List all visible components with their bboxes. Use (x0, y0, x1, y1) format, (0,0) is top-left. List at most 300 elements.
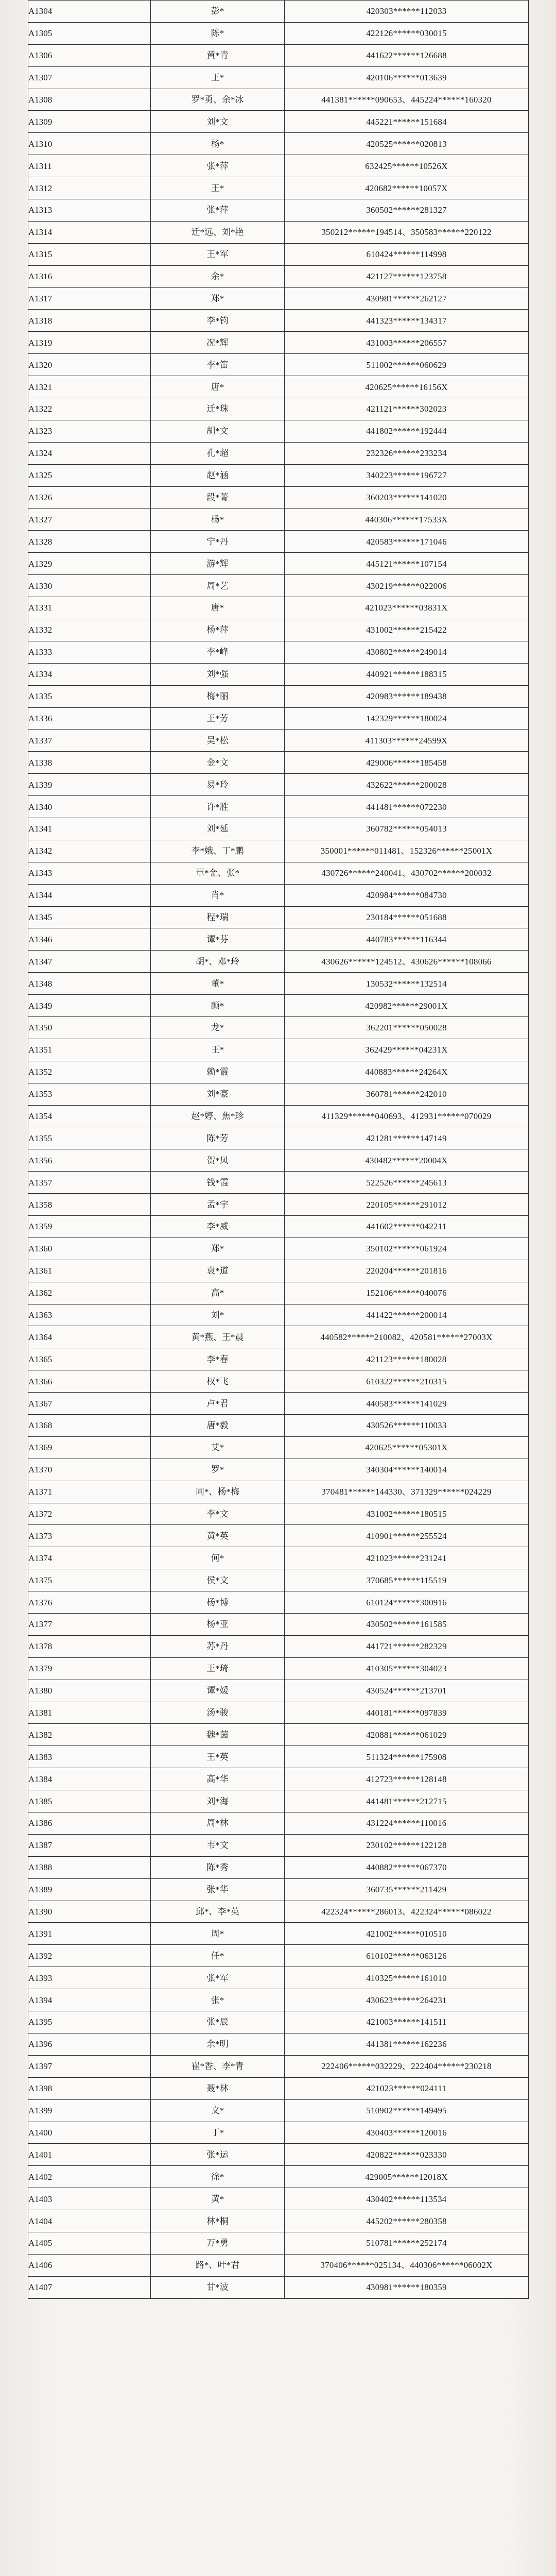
row-idno-cell: 420983******189438 (285, 685, 529, 707)
row-id-cell: A1337 (28, 730, 151, 752)
row-name-cell: 李*笛 (151, 354, 285, 376)
row-name-cell: 汤*骏 (151, 1702, 285, 1724)
row-name-cell: 艾* (151, 1436, 285, 1459)
row-id-cell: A1349 (28, 995, 151, 1017)
row-idno-cell: 360735******211429 (285, 1878, 529, 1901)
row-name-cell: 董* (151, 973, 285, 995)
row-name-cell: 宁*丹 (151, 531, 285, 553)
row-name-cell: 杨*博 (151, 1591, 285, 1614)
row-name-cell: 文* (151, 2099, 285, 2122)
row-idno-cell: 340304******140014 (285, 1459, 529, 1481)
row-id-cell: A1317 (28, 287, 151, 310)
row-id-cell: A1359 (28, 1215, 151, 1238)
row-name-cell: 王* (151, 1039, 285, 1061)
row-idno-cell: 445202******280358 (285, 2210, 529, 2232)
row-idno-cell: 421123******180028 (285, 1348, 529, 1370)
row-id-cell: A1376 (28, 1591, 151, 1614)
row-idno-cell: 420822******023330 (285, 2144, 529, 2166)
row-idno-cell: 430219******022006 (285, 575, 529, 597)
table-row (28, 1525, 529, 1547)
row-name-cell: 唐*毅 (151, 1415, 285, 1437)
row-name-cell: 罗* (151, 1459, 285, 1481)
row-id-cell: A1312 (28, 177, 151, 199)
row-name-cell: 王* (151, 177, 285, 199)
row-idno-cell: 420106******013639 (285, 66, 529, 89)
row-name-cell: 李*春 (151, 1348, 285, 1370)
table-row (28, 1215, 529, 1238)
row-id-cell: A1375 (28, 1569, 151, 1591)
row-idno-cell: 431002******215422 (285, 619, 529, 641)
row-id-cell: A1401 (28, 2144, 151, 2166)
table-row (28, 1967, 529, 1989)
row-idno-cell: 421121******302023 (285, 398, 529, 420)
table-row (28, 1856, 529, 1878)
table-row (28, 951, 529, 973)
row-name-cell: 金*文 (151, 752, 285, 774)
table-row (28, 597, 529, 619)
row-id-cell: A1404 (28, 2210, 151, 2232)
row-id-cell: A1327 (28, 509, 151, 531)
table-row (28, 1105, 529, 1127)
row-name-cell: 王*芳 (151, 707, 285, 730)
table-row (28, 2188, 529, 2210)
row-idno-cell: 441602******042211 (285, 1215, 529, 1238)
table-row (28, 1746, 529, 1768)
row-id-cell: A1350 (28, 1016, 151, 1039)
row-idno-cell: 510902******149495 (285, 2099, 529, 2122)
row-id-cell: A1320 (28, 354, 151, 376)
row-idno-cell: 421003******141511 (285, 2011, 529, 2033)
row-id-cell: A1377 (28, 1614, 151, 1636)
row-idno-cell: 230184******051688 (285, 906, 529, 928)
table-row (28, 730, 529, 752)
row-name-cell: 杨* (151, 133, 285, 155)
row-idno-cell: 441481******072230 (285, 796, 529, 818)
row-id-cell: A1360 (28, 1238, 151, 1260)
row-idno-cell: 130532******132514 (285, 973, 529, 995)
table-row (28, 376, 529, 398)
row-id-cell: A1338 (28, 752, 151, 774)
row-id-cell: A1391 (28, 1923, 151, 1945)
row-name-cell: 刘*海 (151, 1790, 285, 1812)
row-idno-cell: 441622******126688 (285, 44, 529, 66)
row-name-cell: 王*军 (151, 243, 285, 265)
row-idno-cell: 420682******10057X (285, 177, 529, 199)
row-name-cell: 权*飞 (151, 1370, 285, 1393)
row-id-cell: A1310 (28, 133, 151, 155)
table-row (28, 66, 529, 89)
row-idno-cell: 445121******107154 (285, 553, 529, 575)
row-idno-cell: 420303******112033 (285, 1, 529, 23)
table-row (28, 1503, 529, 1525)
row-idno-cell: 360781******242010 (285, 1083, 529, 1105)
row-name-cell: 余*明 (151, 2033, 285, 2055)
table-row (28, 177, 529, 199)
row-idno-cell: 410901******255524 (285, 1525, 529, 1547)
row-idno-cell: 370481******144330、371329******024229 (285, 1481, 529, 1503)
row-idno-cell: 420625******05301X (285, 1436, 529, 1459)
row-idno-cell: 360502******281327 (285, 199, 529, 222)
row-id-cell: A1373 (28, 1525, 151, 1547)
row-idno-cell: 420525******020813 (285, 133, 529, 155)
row-idno-cell: 441481******212715 (285, 1790, 529, 1812)
record-table (28, 0, 529, 2299)
table-row (28, 575, 529, 597)
table-row (28, 973, 529, 995)
table-row (28, 1768, 529, 1790)
table-row (28, 1172, 529, 1194)
table-row (28, 243, 529, 265)
row-name-cell: 张*军 (151, 1967, 285, 1989)
row-idno-cell: 511002******060629 (285, 354, 529, 376)
table-row (28, 531, 529, 553)
row-idno-cell: 441721******282329 (285, 1635, 529, 1657)
table-row (28, 464, 529, 486)
row-idno-cell: 350102******061924 (285, 1238, 529, 1260)
row-idno-cell: 441422******200014 (285, 1304, 529, 1326)
row-idno-cell: 632425******10526X (285, 155, 529, 177)
row-name-cell: 任* (151, 1945, 285, 1967)
row-idno-cell: 441802******192444 (285, 420, 529, 442)
row-idno-cell: 430482******20004X (285, 1149, 529, 1172)
row-id-cell: A1319 (28, 332, 151, 354)
row-id-cell: A1365 (28, 1348, 151, 1370)
row-idno-cell: 430626******124512、430626******108066 (285, 951, 529, 973)
row-id-cell: A1397 (28, 2055, 151, 2077)
row-id-cell: A1322 (28, 398, 151, 420)
row-id-cell: A1351 (28, 1039, 151, 1061)
row-idno-cell: 431003******206557 (285, 332, 529, 354)
table-row (28, 2055, 529, 2077)
table-row (28, 1569, 529, 1591)
row-idno-cell: 220105******291012 (285, 1194, 529, 1216)
row-name-cell: 张*辰 (151, 2011, 285, 2033)
row-name-cell: 林*桐 (151, 2210, 285, 2232)
row-name-cell: 徐* (151, 2166, 285, 2188)
row-id-cell: A1348 (28, 973, 151, 995)
row-idno-cell: 152106******040076 (285, 1282, 529, 1304)
table-row (28, 398, 529, 420)
table-row (28, 685, 529, 707)
row-idno-cell: 362201******050028 (285, 1016, 529, 1039)
row-idno-cell: 431224******110016 (285, 1812, 529, 1835)
row-idno-cell: 430403******120016 (285, 2122, 529, 2144)
row-name-cell: 高*华 (151, 1768, 285, 1790)
row-name-cell: 李*文 (151, 1503, 285, 1525)
row-name-cell: 卢*君 (151, 1393, 285, 1415)
table-row (28, 1459, 529, 1481)
row-name-cell: 程*瑞 (151, 906, 285, 928)
table-row (28, 111, 529, 133)
row-id-cell: A1342 (28, 840, 151, 862)
row-idno-cell: 441381******162236 (285, 2033, 529, 2055)
table-row (28, 2254, 529, 2276)
row-idno-cell: 430802******249014 (285, 641, 529, 663)
row-name-cell: 周*林 (151, 1812, 285, 1835)
row-name-cell: 张*运 (151, 2144, 285, 2166)
row-name-cell: 迁*珠 (151, 398, 285, 420)
row-name-cell: 陈*秀 (151, 1856, 285, 1878)
row-id-cell: A1353 (28, 1083, 151, 1105)
row-name-cell: 刘* (151, 1304, 285, 1326)
row-id-cell: A1394 (28, 1989, 151, 2011)
table-row (28, 663, 529, 685)
row-name-cell: 同*、杨*梅 (151, 1481, 285, 1503)
row-id-cell: A1347 (28, 951, 151, 973)
row-name-cell: 彭* (151, 1, 285, 23)
table-row (28, 1260, 529, 1282)
row-idno-cell: 421023******03831X (285, 597, 529, 619)
row-idno-cell: 422126******030015 (285, 22, 529, 44)
table-row (28, 155, 529, 177)
table-row (28, 884, 529, 906)
row-name-cell: 刘*强 (151, 663, 285, 685)
table-row (28, 1878, 529, 1901)
row-name-cell: 张*萍 (151, 199, 285, 222)
table-row (28, 752, 529, 774)
row-idno-cell: 440583******141029 (285, 1393, 529, 1415)
table-row (28, 442, 529, 464)
row-id-cell: A1403 (28, 2188, 151, 2210)
table-row (28, 906, 529, 928)
row-name-cell: 陈* (151, 22, 285, 44)
row-id-cell: A1309 (28, 111, 151, 133)
table-row (28, 1, 529, 23)
row-idno-cell: 440181******097839 (285, 1702, 529, 1724)
row-id-cell: A1321 (28, 376, 151, 398)
table-row (28, 509, 529, 531)
row-id-cell: A1330 (28, 575, 151, 597)
table-row (28, 2144, 529, 2166)
row-idno-cell: 445221******151684 (285, 111, 529, 133)
row-name-cell: 崔*香、李*青 (151, 2055, 285, 2077)
row-idno-cell: 511324******175908 (285, 1746, 529, 1768)
row-idno-cell: 420984******084730 (285, 884, 529, 906)
row-id-cell: A1307 (28, 66, 151, 89)
row-name-cell: 胡*文 (151, 420, 285, 442)
row-name-cell: 赵*婷、焦*珍 (151, 1105, 285, 1127)
row-idno-cell: 440921******188315 (285, 663, 529, 685)
row-id-cell: A1406 (28, 2254, 151, 2276)
row-id-cell: A1323 (28, 420, 151, 442)
row-name-cell: 易*玲 (151, 774, 285, 796)
row-id-cell: A1380 (28, 1680, 151, 1702)
table-row (28, 22, 529, 44)
row-id-cell: A1315 (28, 243, 151, 265)
table-row (28, 1702, 529, 1724)
table-row (28, 1083, 529, 1105)
row-idno-cell: 420583******171046 (285, 531, 529, 553)
row-id-cell: A1324 (28, 442, 151, 464)
row-name-cell: 吴*松 (151, 730, 285, 752)
row-id-cell: A1325 (28, 464, 151, 486)
row-idno-cell: 610322******210315 (285, 1370, 529, 1393)
row-name-cell: 张* (151, 1989, 285, 2011)
row-id-cell: A1354 (28, 1105, 151, 1127)
row-name-cell: 游*辉 (151, 553, 285, 575)
row-id-cell: A1379 (28, 1657, 151, 1680)
row-name-cell: 王*英 (151, 1746, 285, 1768)
table-row (28, 1614, 529, 1636)
table-row (28, 133, 529, 155)
row-id-cell: A1386 (28, 1812, 151, 1835)
row-idno-cell: 220204******201816 (285, 1260, 529, 1282)
row-id-cell: A1371 (28, 1481, 151, 1503)
row-idno-cell: 441381******090653、445224******160320 (285, 89, 529, 111)
row-name-cell: 聂*林 (151, 2077, 285, 2099)
row-idno-cell: 421023******231241 (285, 1547, 529, 1569)
row-idno-cell: 430726******240041、430702******200032 (285, 862, 529, 884)
row-name-cell: 孟*宇 (151, 1194, 285, 1216)
row-id-cell: A1368 (28, 1415, 151, 1437)
record-table-body (28, 1, 529, 2299)
row-name-cell: 罗*勇、余*冰 (151, 89, 285, 111)
row-name-cell: 龙* (151, 1016, 285, 1039)
row-name-cell: 贺*凤 (151, 1149, 285, 1172)
row-idno-cell: 431002******180515 (285, 1503, 529, 1525)
row-id-cell: A1398 (28, 2077, 151, 2099)
row-name-cell: 黄* (151, 2188, 285, 2210)
table-row (28, 928, 529, 951)
row-id-cell: A1311 (28, 155, 151, 177)
row-idno-cell: 610124******300916 (285, 1591, 529, 1614)
row-idno-cell: 440306******17533X (285, 509, 529, 531)
table-row (28, 310, 529, 332)
row-id-cell: A1352 (28, 1061, 151, 1083)
table-row (28, 1348, 529, 1370)
row-idno-cell: 441323******134317 (285, 310, 529, 332)
row-id-cell: A1392 (28, 1945, 151, 1967)
row-name-cell: 唐* (151, 376, 285, 398)
row-id-cell: A1341 (28, 818, 151, 840)
table-row (28, 774, 529, 796)
row-name-cell: 许*胜 (151, 796, 285, 818)
row-id-cell: A1340 (28, 796, 151, 818)
row-name-cell: 李*威 (151, 1215, 285, 1238)
row-name-cell: 万*勇 (151, 2232, 285, 2254)
row-name-cell: 韦*文 (151, 1834, 285, 1856)
row-name-cell: 侯*文 (151, 1569, 285, 1591)
row-name-cell: 何* (151, 1547, 285, 1569)
row-idno-cell: 411303******24599X (285, 730, 529, 752)
row-id-cell: A1382 (28, 1724, 151, 1746)
table-row (28, 1282, 529, 1304)
table-row (28, 796, 529, 818)
table-row (28, 420, 529, 442)
row-id-cell: A1332 (28, 619, 151, 641)
row-idno-cell: 420881******061029 (285, 1724, 529, 1746)
row-idno-cell: 421281******147149 (285, 1127, 529, 1149)
table-row (28, 1945, 529, 1967)
row-id-cell: A1357 (28, 1172, 151, 1194)
row-id-cell: A1387 (28, 1834, 151, 1856)
table-row (28, 2077, 529, 2099)
row-id-cell: A1334 (28, 663, 151, 685)
row-name-cell: 李*娥、丁*鹏 (151, 840, 285, 862)
table-row (28, 1061, 529, 1083)
row-name-cell: 陈*芳 (151, 1127, 285, 1149)
table-row (28, 1127, 529, 1149)
table-row (28, 1194, 529, 1216)
row-name-cell: 苏*丹 (151, 1635, 285, 1657)
table-row (28, 619, 529, 641)
row-name-cell: 黄*英 (151, 1525, 285, 1547)
row-name-cell: 甘*波 (151, 2276, 285, 2298)
row-id-cell: A1385 (28, 1790, 151, 1812)
table-row (28, 1657, 529, 1680)
table-row (28, 1790, 529, 1812)
row-id-cell: A1400 (28, 2122, 151, 2144)
row-idno-cell: 510781******252174 (285, 2232, 529, 2254)
row-id-cell: A1314 (28, 221, 151, 243)
table-row (28, 2033, 529, 2055)
row-name-cell: 杨*亚 (151, 1614, 285, 1636)
row-name-cell: 况*辉 (151, 332, 285, 354)
row-name-cell: 覃*金、张* (151, 862, 285, 884)
row-name-cell: 刘*文 (151, 111, 285, 133)
table-row (28, 1436, 529, 1459)
row-id-cell: A1369 (28, 1436, 151, 1459)
row-idno-cell: 430402******113534 (285, 2188, 529, 2210)
row-idno-cell: 420625******16156X (285, 376, 529, 398)
table-row (28, 995, 529, 1017)
row-idno-cell: 370406******025134、440306******06002X (285, 2254, 529, 2276)
row-id-cell: A1362 (28, 1282, 151, 1304)
table-row (28, 1370, 529, 1393)
row-name-cell: 周* (151, 1923, 285, 1945)
table-row (28, 1812, 529, 1835)
row-name-cell: 谭*媛 (151, 1680, 285, 1702)
row-idno-cell: 142329******180024 (285, 707, 529, 730)
table-row (28, 89, 529, 111)
row-name-cell: 高* (151, 1282, 285, 1304)
table-row (28, 2232, 529, 2254)
table-row (28, 1016, 529, 1039)
row-name-cell: 杨* (151, 509, 285, 531)
row-id-cell: A1333 (28, 641, 151, 663)
row-idno-cell: 429005******12018X (285, 2166, 529, 2188)
table-row (28, 1547, 529, 1569)
row-idno-cell: 230102******122128 (285, 1834, 529, 1856)
row-id-cell: A1383 (28, 1746, 151, 1768)
row-idno-cell: 610424******114998 (285, 243, 529, 265)
row-idno-cell: 440582******210082、420581******27003X (285, 1326, 529, 1348)
row-id-cell: A1305 (28, 22, 151, 44)
row-id-cell: A1393 (28, 1967, 151, 1989)
row-id-cell: A1343 (28, 862, 151, 884)
row-name-cell: 赖*霞 (151, 1061, 285, 1083)
row-id-cell: A1316 (28, 265, 151, 287)
table-row (28, 553, 529, 575)
table-row (28, 2011, 529, 2033)
row-id-cell: A1328 (28, 531, 151, 553)
table-row (28, 199, 529, 222)
row-name-cell: 段*菁 (151, 486, 285, 509)
row-idno-cell: 522526******245613 (285, 1172, 529, 1194)
row-id-cell: A1361 (28, 1260, 151, 1282)
table-row (28, 818, 529, 840)
row-id-cell: A1329 (28, 553, 151, 575)
table-row (28, 287, 529, 310)
row-id-cell: A1356 (28, 1149, 151, 1172)
row-name-cell: 黄*青 (151, 44, 285, 66)
table-row (28, 1635, 529, 1657)
row-name-cell: 孔*超 (151, 442, 285, 464)
row-id-cell: A1407 (28, 2276, 151, 2298)
row-idno-cell: 430981******262127 (285, 287, 529, 310)
table-row (28, 1304, 529, 1326)
row-id-cell: A1372 (28, 1503, 151, 1525)
